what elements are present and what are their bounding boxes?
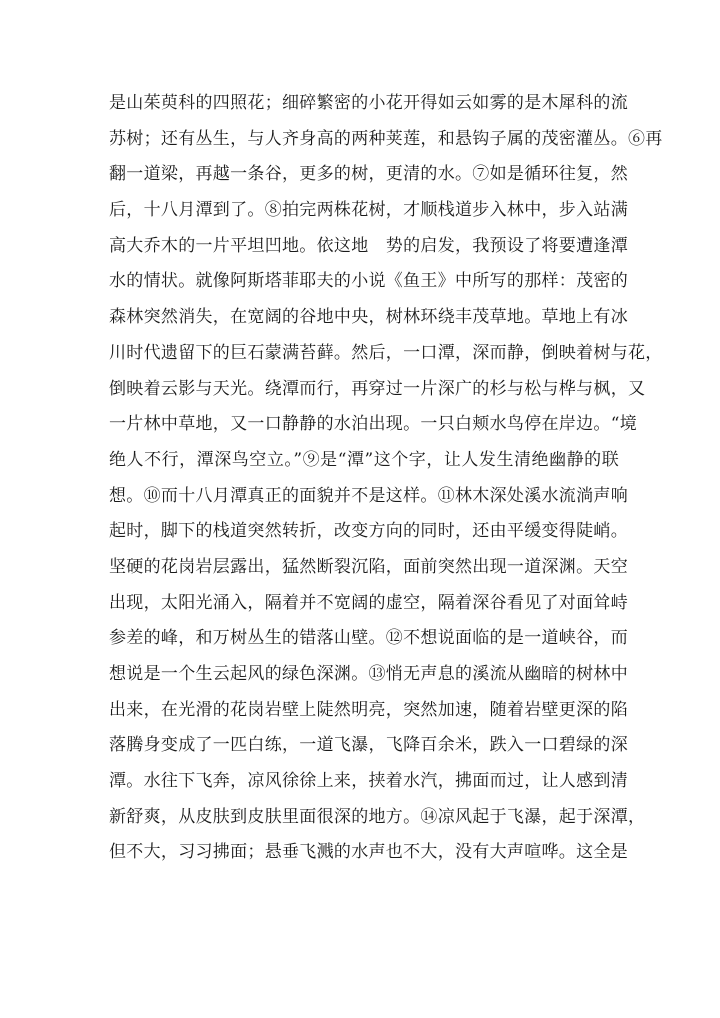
text-line: 一片林中草地，又一口静静的水泊出现。一只白颊水鸟停在岸边。“境 — [109, 414, 637, 435]
text-line: 川时代遗留下的巨石蒙满苔藓。然后，一口潭，深而静，倒映着树与花， — [109, 342, 663, 363]
text-line: 想。⑩而十八月潭真正的面貌并不是这样。⑪林木深处溪水流淌声响 — [109, 485, 628, 506]
text-line: 是山茱萸科的四照花；细碎繁密的小花开得如云如雾的是木犀科的流 — [109, 93, 628, 113]
text-line: 但不大，习习拂面；悬垂飞溅的水声也不大，没有大声喧哗。这全是 — [109, 842, 628, 863]
text-line: 倒映着云影与天光。绕潭而行，再穿过一片深广的杉与松与桦与枫，又 — [109, 378, 646, 399]
text-line: 新舒爽，从皮肤到皮肤里面很深的地方。⑭凉风起于飞瀑，起于深潭， — [109, 806, 646, 827]
text-line: 高大乔木的一片平坦凹地。依这地 势的启发，我预设了将要遭逢潭 — [109, 235, 628, 256]
text-line: 水的情状。就像阿斯塔菲耶夫的小说《鱼王》中所写的那样：茂密的 — [109, 271, 628, 292]
text-line: 出现，太阳光涌入，隔着并不宽阔的虚空，隔着深谷看见了对面耸峙 — [109, 592, 628, 613]
text-line: 森林突然消失，在宽阔的谷地中央，树林环绕丰茂草地。草地上有冰 — [109, 307, 628, 328]
text-line: 翻一道梁，再越一条谷，更多的树，更清的水。⑦如是循环往复，然 — [109, 164, 628, 185]
text-line: 想说是一个生云起风的绿色深渊。⑬悄无声息的溪流从幽暗的树林中 — [109, 664, 628, 684]
text-line: 出来，在光滑的花岗岩壁上陡然明亮，突然加速，随着岩壁更深的陷 — [109, 699, 628, 720]
text-line: 起时，脚下的栈道突然转折，改变方向的同时，还由平缓变得陡峭。 — [109, 521, 628, 542]
text-line: 苏树；还有丛生，与人齐身高的两种荚莲，和悬钩子属的茂密灌丛。⑥再 — [109, 128, 663, 149]
text-line: 后，十八月潭到了。⑧拍完两株花树，才顺栈道步入林中，步入站满 — [109, 200, 628, 221]
text-line: 落腾身变成了一匹白练，一道飞瀑，飞降百余米，跌入一口碧绿的深 — [109, 735, 628, 756]
text-line: 坚硬的花岗岩层露出，猛然断裂沉陷，面前突然出现一道深渊。天空 — [109, 556, 628, 577]
text-line: 绝人不行，潭深鸟空立。”⑨是“潭”这个字，让人发生清绝幽静的联 — [109, 449, 619, 470]
text-line: 潭。水往下飞奔，凉风徐徐上来，挟着水汽，拂面而过，让人感到清 — [109, 771, 628, 792]
body-text — [109, 86, 663, 871]
text-line: 参差的峰，和万树丛生的错落山壁。⑫不想说面临的是一道峡谷，而 — [109, 628, 628, 649]
